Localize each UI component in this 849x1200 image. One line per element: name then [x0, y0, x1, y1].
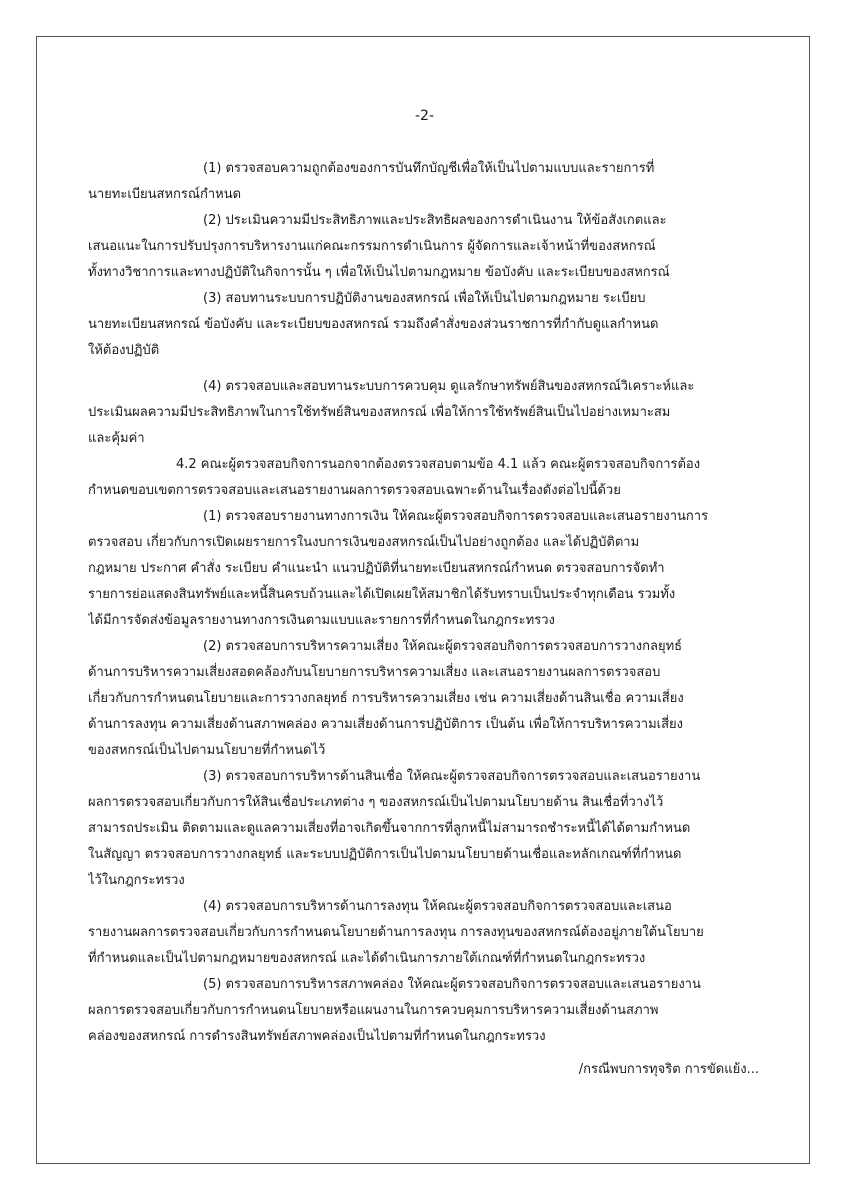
paragraph-line: คล่องของสหกรณ์ การดำรงสินทรัพย์สภาพคล่องเป็นไปตามที่กำหนดในกฎกระทรวง [88, 1029, 546, 1044]
paragraph [88, 208, 760, 286]
paragraph-line: รายการย่อแสดงสินทรัพย์และหนี้สินครบถ้วนและได้เปิดเผยให้สมาชิกได้รับทราบเป็นประจำทุกเดือน รวมทั้ง [88, 587, 676, 602]
paragraph-line: ได้มีการจัดส่งข้อมูลรายงานทางการเงินตามแบบและรายการที่กำหนดในกฎกระทรวง [88, 613, 555, 628]
paragraph-line: เสนอแนะในการปรับปรุงการบริหารงานแก่คณะกรรมการดำเนินการ ผู้จัดการและเจ้าหน้าที่ของสหกรณ์ [88, 239, 656, 254]
paragraph-line: และคุ้มค่า [88, 431, 145, 446]
paragraph-first-line: (1) ตรวจสอบความถูกต้องของการบันทึกบัญชีเพื่อให้เป็นไปตามแบบและรายการที่ [203, 161, 655, 176]
paragraph-line: ทั้งทางวิชาการและทางปฏิบัติในกิจการนั้น ๆ เพื่อให้เป็นไปตามกฎหมาย ข้อบังคับ และระเบียบของสหกรณ์ [88, 265, 670, 280]
continuation-note: /กรณีพบการทุจริต การขัดแย้ง... [578, 1062, 759, 1077]
paragraph-line: ให้ต้องปฏิบัติ [88, 343, 160, 358]
paragraph-line: ผลการตรวจสอบเกี่ยวกับการกำหนดนโยบายหรือแผนงานในการควบคุมการบริหารความเสี่ยงด้านสภาพ [88, 1003, 659, 1018]
paragraph-line: รายงานผลการตรวจสอบเกี่ยวกับการกำหนดนโยบายด้านการลงทุน การลงทุนของสหกรณ์ต้องอยู่ภายใต้นโยบาย [88, 925, 704, 940]
paragraph [88, 452, 760, 504]
paragraph-line: เกี่ยวกับการกำหนดนโยบายและการวางกลยุทธ์ การบริหารความเสี่ยง เช่น ความเสี่ยงด้านสินเชื่อ ความเสี่ยง [88, 691, 684, 706]
document-body [88, 156, 760, 1050]
paragraph-line: ผลการตรวจสอบเกี่ยวกับการให้สินเชื่อประเภทต่าง ๆ ของสหกรณ์เป็นไปตามนโยบายด้าน สินเชื่อที่วางไว้ [88, 795, 664, 810]
paragraph-line: ของสหกรณ์เป็นไปตามนโยบายที่กำหนดไว้ [88, 743, 326, 758]
page-number: -2- [414, 108, 434, 124]
paragraph-first-line: (3) ตรวจสอบการบริหารด้านสินเชื่อ ให้คณะผู้ตรวจสอบกิจการตรวจสอบและเสนอรายงาน [203, 769, 701, 784]
paragraph-line: กฎหมาย ประกาศ คำสั่ง ระเบียบ คำแนะนำ แนวปฏิบัติที่นายทะเบียนสหกรณ์กำหนด ตรวจสอบการจัดทำ [88, 561, 665, 576]
paragraph [88, 972, 760, 1050]
paragraph-line: ไว้ในกฎกระทรวง [88, 873, 185, 888]
paragraph [88, 634, 760, 764]
paragraph [88, 764, 760, 894]
paragraph [88, 504, 760, 634]
paragraph-line: ในสัญญา ตรวจสอบการวางกลยุทธ์ และระบบปฏิบัติการเป็นไปตามนโยบายด้านเชื่อและหลักเกณฑ์ที่กำหนด [88, 847, 682, 862]
paragraph-line: ด้านการบริหารความเสี่ยงสอดคล้องกับนโยบายการบริหารความเสี่ยง และเสนอรายงานผลการตรวจสอบ [88, 665, 661, 680]
paragraph-gap [88, 364, 760, 374]
paragraph-first-line: (1) ตรวจสอบรายงานทางการเงิน ให้คณะผู้ตรวจสอบกิจการตรวจสอบและเสนอรายงานการ [203, 509, 709, 524]
paragraph-line: ตรวจสอบ เกี่ยวกับการเปิดเผยรายการในงบการเงินของสหกรณ์เป็นไปอย่างถูกต้อง และได้ปฏิบัติตาม [88, 535, 640, 550]
paragraph-line: ด้านการลงทุน ความเสี่ยงด้านสภาพคล่อง ความเสี่ยงด้านการปฏิบัติการ เป็นต้น เพื่อให้การบริหารความเสี่ยง [88, 717, 684, 732]
paragraph-line: ประเมินผลความมีประสิทธิภาพในการใช้ทรัพย์สินของสหกรณ์ เพื่อให้การใช้ทรัพย์สินเป็นไปอย่างเหมาะสม [88, 405, 671, 420]
paragraph-first-line: (4) ตรวจสอบและสอบทานระบบการควบคุม ดูแลรักษาทรัพย์สินของสหกรณ์วิเคราะห์และ [203, 379, 695, 394]
paragraph-line: นายทะเบียนสหกรณ์กำหนด [88, 187, 242, 202]
paragraph-first-line: (2) ตรวจสอบการบริหารความเสี่ยง ให้คณะผู้ตรวจสอบกิจการตรวจสอบการวางกลยุทธ์ [203, 639, 683, 654]
paragraph-line: กำหนดขอบเขตการตรวจสอบและเสนอรายงานผลการตรวจสอบเฉพาะด้านในเรื่องดังต่อไปนี้ด้วย [88, 483, 621, 498]
paragraph-first-line: (5) ตรวจสอบการบริหารสภาพคล่อง ให้คณะผู้ตรวจสอบกิจการตรวจสอบและเสนอรายงาน [203, 977, 701, 992]
paragraph-line: ที่กำหนดและเป็นไปตามกฎหมายของสหกรณ์ และได้ดำเนินการภายใต้เกณฑ์ที่กำหนดในกฎกระทรวง [88, 951, 646, 966]
paragraph [88, 156, 760, 208]
paragraph-first-line: 4.2 คณะผู้ตรวจสอบกิจการนอกจากต้องตรวจสอบตามข้อ 4.1 แล้ว คณะผู้ตรวจสอบกิจการต้อง [176, 457, 701, 472]
paragraph-first-line: (4) ตรวจสอบการบริหารด้านการลงทุน ให้คณะผู้ตรวจสอบกิจการตรวจสอบและเสนอ [203, 899, 672, 914]
paragraph-line: สามารถประเมิน ติดตามและดูแลความเสี่ยงที่อาจเกิดขึ้นจากการที่ลูกหนี้ไม่สามารถชำระหนี้ได้ได้ตามกำหนด [88, 821, 691, 836]
paragraph [88, 286, 760, 364]
paragraph-first-line: (3) สอบทานระบบการปฏิบัติงานของสหกรณ์ เพื่อให้เป็นไปตามกฎหมาย ระเบียบ [203, 291, 646, 306]
paragraph-first-line: (2) ประเมินความมีประสิทธิภาพและประสิทธิผลของการดำเนินงาน ให้ข้อสังเกตและ [203, 213, 667, 228]
paragraph-line: นายทะเบียนสหกรณ์ ข้อบังคับ และระเบียบของสหกรณ์ รวมถึงคำสั่งของส่วนราชการที่กำกับดูแลกำหนด [88, 317, 659, 332]
paragraph [88, 894, 760, 972]
paragraph [88, 374, 760, 452]
